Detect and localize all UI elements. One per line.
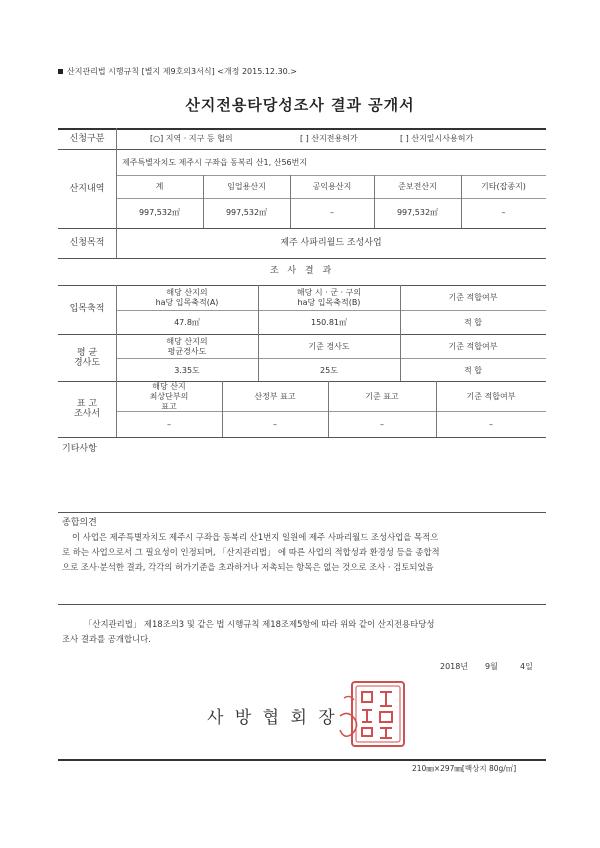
elevation-header-conform: 기준 적합여부 bbox=[466, 392, 516, 401]
purpose-value: 제주 사파리월드 조성사업 bbox=[280, 238, 382, 248]
slope-header-site: 해당 산지의 평균경사도 bbox=[166, 337, 208, 356]
elevation-header-standard: 기준 표고 bbox=[365, 392, 399, 401]
elevation-value: – bbox=[489, 420, 493, 429]
col-header-total: 계 bbox=[155, 182, 164, 191]
forest-address: 제주특별자치도 제주시 구좌읍 동복리 산1, 산56번지 bbox=[122, 158, 308, 167]
page-title: 산지전용타당성조사 결과 공개서 bbox=[185, 96, 415, 114]
opinion-label: 종합의견 bbox=[62, 518, 97, 528]
elevation-value: – bbox=[380, 420, 384, 429]
stocking-header-conform: 기준 적합여부 bbox=[448, 293, 498, 302]
results-heading: 조 사 결 과 bbox=[269, 266, 335, 276]
signer-title: 사 방 협 회 장 bbox=[207, 708, 338, 728]
stocking-label: 입목축적 bbox=[69, 304, 105, 314]
form-header: 산지관리법 시행규칙 [별지 제9호의3서식] <개정 2015.12.30.> bbox=[58, 66, 297, 77]
sub-divider bbox=[116, 310, 546, 311]
opinion-text: 이 사업은 제주특별자치도 제주시 구좌읍 동복리 산1번지 일원에 제주 사파리월드 조성사업을 목적으 로 하는 사업으로서 그 필요성이 인정되며, 「산지관리법」 에 따른 사업의 적합성과 환경성 등을 종합적 으로 조사·분석한 결과, 각각의 허가기준을 초과하거나 저촉되는 항목은 없는 것으로 조사 · 검토되었음 bbox=[62, 532, 440, 572]
slope-value-site: 3.35도 bbox=[174, 366, 200, 375]
row-divider bbox=[58, 437, 546, 438]
sub-divider bbox=[116, 175, 546, 176]
paper-spec: 210㎜×297㎜[백상지 80g/㎡] bbox=[412, 764, 517, 773]
elevation-value: – bbox=[167, 420, 171, 429]
slope-value-conform: 적 합 bbox=[464, 366, 482, 375]
date-year: 2018년 bbox=[440, 662, 469, 671]
slope-value-standard: 25도 bbox=[320, 366, 338, 375]
stocking-header-region: 해당 시 · 군 · 구의 ha당 입목축적(B) bbox=[296, 288, 362, 307]
row-divider bbox=[58, 334, 546, 335]
col-header-semi: 준보전산지 bbox=[398, 182, 437, 191]
value-forestry: 997,532㎡ bbox=[225, 208, 268, 217]
row-divider bbox=[58, 149, 546, 150]
date-month: 9월 bbox=[485, 662, 498, 671]
sub-divider bbox=[116, 358, 546, 359]
row-divider bbox=[58, 228, 546, 229]
stocking-header-site: 해당 산지의 ha당 입목축적(A) bbox=[155, 288, 219, 307]
option-consultation[interactable]: [○] 지역 · 지구 등 협의 bbox=[150, 134, 233, 143]
slope-header-conform: 기준 적합여부 bbox=[448, 342, 498, 351]
other-label: 기타사항 bbox=[62, 444, 97, 454]
official-seal-stamp bbox=[336, 676, 420, 754]
stocking-value-site: 47.8㎥ bbox=[174, 318, 200, 327]
slope-label: 평 균 경사도 bbox=[73, 348, 101, 368]
option-temporary-permit[interactable]: [ ] 산지일시사용허가 bbox=[400, 134, 474, 143]
date-day: 4일 bbox=[520, 662, 533, 671]
table-top-border bbox=[58, 128, 546, 130]
value-total: 997,532㎡ bbox=[138, 208, 181, 217]
elevation-label: 표 고 조사서 bbox=[73, 399, 101, 419]
col-header-other: 기타(잡종지) bbox=[481, 182, 526, 191]
col-header-forestry: 임업용산지 bbox=[227, 182, 266, 191]
slope-header-standard: 기준 경사도 bbox=[308, 342, 350, 351]
elevation-value: – bbox=[273, 420, 277, 429]
col-header-public: 공익용산지 bbox=[312, 182, 352, 191]
elevation-header-top: 해당 산지 최상단부의 표고 bbox=[149, 382, 189, 411]
sub-divider bbox=[116, 198, 546, 199]
stocking-value-conform: 적 합 bbox=[464, 318, 482, 327]
row-divider bbox=[58, 604, 546, 605]
option-conversion-permit[interactable]: [ ] 산지전용허가 bbox=[300, 134, 358, 143]
value-other: – bbox=[501, 208, 506, 217]
elevation-header-ridge: 산정부 표고 bbox=[254, 392, 296, 401]
row-divider bbox=[58, 285, 546, 286]
purpose-label: 신청목적 bbox=[69, 238, 105, 248]
row-divider bbox=[58, 258, 546, 259]
application-label: 신청구분 bbox=[69, 134, 105, 144]
notice-text: 「산지관리법」 제18조의3 및 같은 법 시행규칙 제18조제5항에 따라 위와 같이 산지전용타당성 조사 결과를 공개합니다. bbox=[62, 619, 435, 644]
forest-label: 산지내역 bbox=[69, 184, 105, 194]
value-public: – bbox=[330, 208, 334, 217]
value-semi: 997,532㎡ bbox=[396, 208, 439, 217]
stocking-value-region: 150.81㎥ bbox=[311, 318, 347, 327]
table-bottom-border bbox=[58, 759, 546, 761]
row-divider bbox=[58, 512, 546, 513]
